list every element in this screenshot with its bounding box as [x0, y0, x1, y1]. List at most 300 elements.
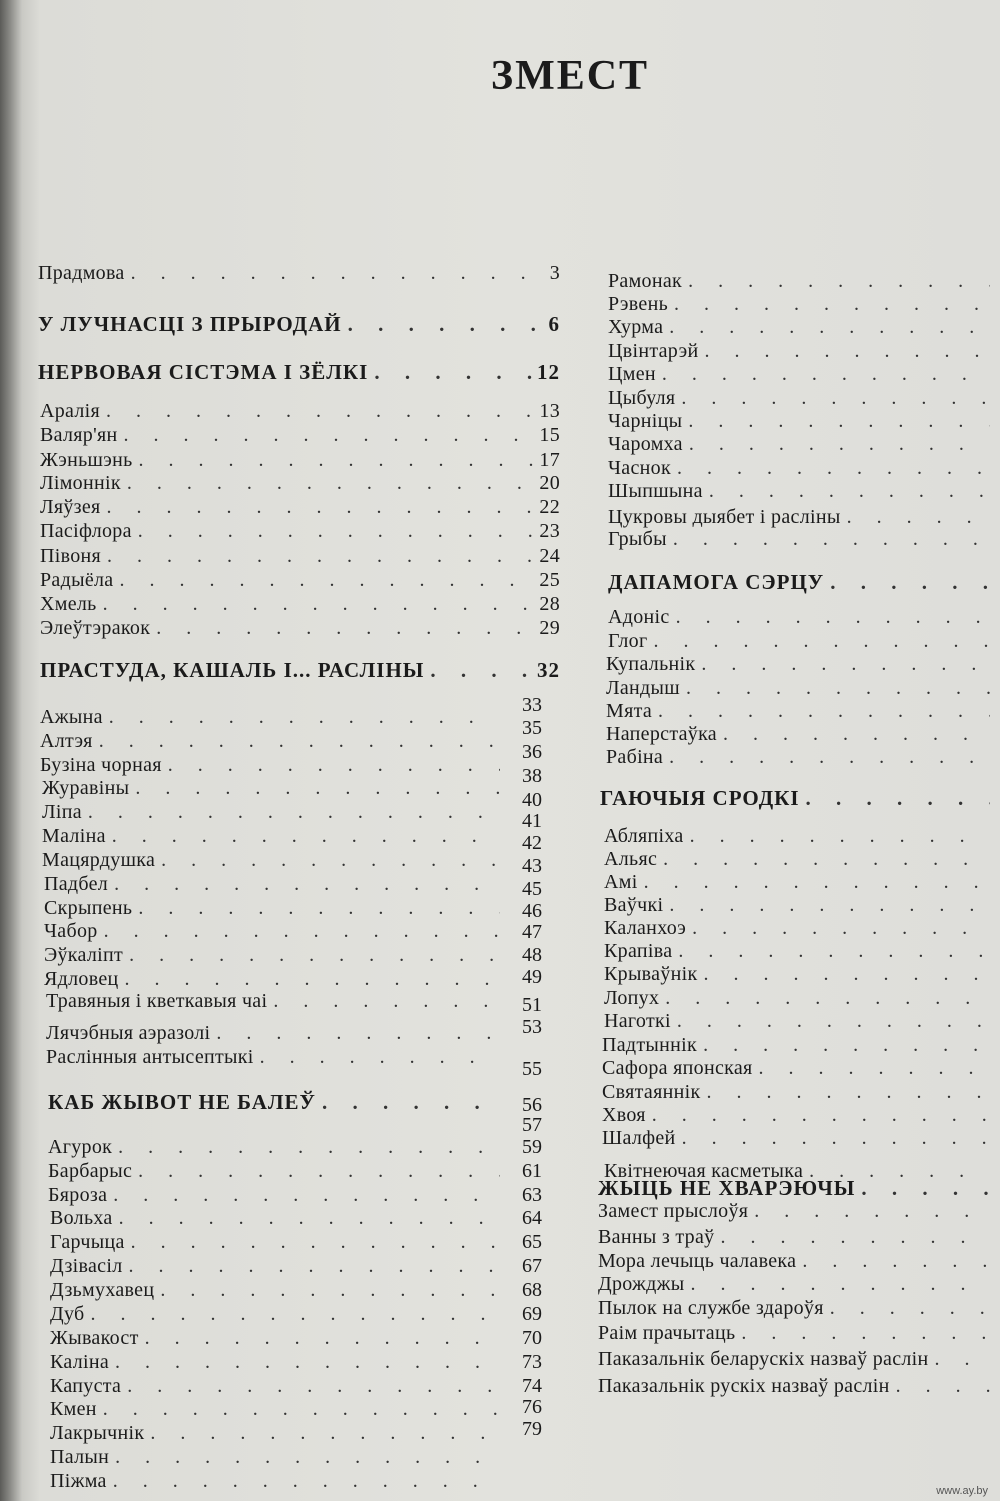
- toc-left-entry: [40, 472, 560, 495]
- leader-dots: [107, 545, 535, 568]
- toc-left-entry: [50, 1327, 500, 1350]
- entry-label: Чабор: [44, 920, 98, 942]
- leader-dots: [216, 1022, 500, 1045]
- leader-dots: [131, 262, 546, 285]
- toc-left-entry: [40, 569, 560, 592]
- entry-label: Кмен: [50, 1398, 97, 1420]
- entry-label: Рэвень: [608, 293, 669, 315]
- leader-dots: [118, 1136, 500, 1159]
- leader-dots: [156, 617, 535, 640]
- leader-dots: [669, 746, 990, 769]
- toc-left-entry: [50, 1279, 500, 1302]
- leader-dots: [665, 987, 990, 1010]
- entry-label: Аралія: [40, 400, 101, 422]
- leader-dots: [709, 480, 990, 503]
- leader-dots: [103, 593, 536, 616]
- entry-label: КАБ ЖЫВОТ НЕ БАЛЕЎ: [48, 1090, 316, 1114]
- toc-right-entry: [604, 825, 990, 848]
- toc-right-entry: [602, 1104, 990, 1127]
- leader-dots: [861, 1176, 990, 1201]
- toc-left-entry: [44, 920, 500, 943]
- entry-label: ЖЫЦЬ НЕ ХВАРЭЮЧЫ: [598, 1176, 856, 1200]
- toc-right-entry: [608, 457, 990, 480]
- page-number: 69: [522, 1303, 542, 1325]
- leader-dots: [161, 849, 500, 872]
- entry-label: Ландыш: [606, 677, 680, 699]
- leader-dots: [673, 528, 990, 551]
- leader-dots: [88, 801, 500, 824]
- leader-dots: [127, 472, 536, 495]
- entry-label: Падбел: [44, 873, 109, 895]
- leader-dots: [686, 677, 990, 700]
- entry-label: Бяроза: [48, 1184, 108, 1206]
- page-number: 48: [522, 944, 542, 966]
- entry-label: Цукровы дыябет і расліны: [608, 506, 841, 528]
- entry-label: Адоніс: [608, 606, 670, 628]
- page-number: 41: [522, 810, 542, 832]
- leader-dots: [104, 920, 500, 943]
- toc-right-entry: [604, 987, 990, 1010]
- toc-left-entry: [44, 968, 500, 991]
- page-number: 35: [522, 717, 542, 739]
- toc-right-entry: [608, 506, 990, 529]
- leader-dots: [115, 1446, 500, 1469]
- toc-left-section-heading: [48, 1090, 500, 1115]
- leader-dots: [688, 270, 990, 293]
- toc-right-entry: [598, 1200, 990, 1223]
- entry-page-number: 3: [549, 262, 560, 284]
- toc-left-entry: [40, 545, 560, 568]
- leader-dots: [430, 658, 533, 683]
- toc-left-entry: [50, 1375, 500, 1398]
- toc-left-entry: [40, 593, 560, 616]
- leader-dots: [706, 1081, 990, 1104]
- toc-right-entry: [598, 1226, 990, 1249]
- leader-dots: [128, 1255, 500, 1278]
- leader-dots: [759, 1057, 990, 1080]
- entry-label: Паказальнік рускіх назваў раслін: [598, 1375, 890, 1397]
- toc-left-entry: [38, 262, 560, 285]
- toc-left-entry: [50, 1398, 500, 1421]
- entry-label: Ванны з траў: [598, 1226, 715, 1248]
- leader-dots: [690, 825, 990, 848]
- toc-right-entry: [602, 1034, 990, 1057]
- toc-left-entry: [42, 801, 500, 824]
- toc-left-entry: [40, 424, 560, 447]
- toc-left-entry: [40, 400, 560, 423]
- toc-right-entry: [606, 677, 990, 700]
- entry-label: Ажына: [40, 706, 103, 728]
- leader-dots: [127, 1375, 500, 1398]
- entry-page-number: 25: [539, 569, 560, 591]
- entry-label: Дуб: [50, 1303, 85, 1325]
- entry-page-number: 22: [539, 496, 560, 518]
- toc-right-entry: [608, 480, 990, 503]
- leader-dots: [663, 848, 990, 871]
- entry-label: Пасіфлора: [40, 520, 132, 542]
- page-number: 49: [522, 966, 542, 988]
- leader-dots: [103, 1398, 500, 1421]
- entry-label: Святаяннік: [602, 1081, 701, 1103]
- leader-dots: [677, 457, 990, 480]
- page-number: 67: [522, 1255, 542, 1277]
- page-number: 74: [522, 1375, 542, 1397]
- entry-label: Валяр'ян: [40, 424, 118, 446]
- leader-dots: [348, 312, 545, 337]
- toc-right-entry: [606, 746, 990, 769]
- entry-label: Раслінныя антысептыкі: [46, 1046, 254, 1068]
- toc-left-entry: [50, 1231, 500, 1254]
- entry-label: Хвоя: [602, 1104, 646, 1126]
- toc-right-entry: [602, 1127, 990, 1150]
- toc-left-entry: [44, 944, 500, 967]
- toc-left-entry: [48, 1160, 500, 1183]
- toc-left-entry: [40, 449, 560, 472]
- entry-label: Крапіва: [604, 940, 673, 962]
- entry-label: НЕРВОВАЯ СІСТЭМА І ЗЁЛКІ: [38, 360, 369, 384]
- entry-label: Жывакост: [50, 1327, 139, 1349]
- leader-dots: [139, 449, 536, 472]
- entry-label: Лакрычнік: [50, 1422, 145, 1444]
- leader-dots: [109, 706, 500, 729]
- entry-label: Мора лечыць чалавека: [598, 1250, 797, 1272]
- entry-label: Прадмова: [38, 262, 125, 284]
- entry-label: Журавіны: [42, 777, 130, 799]
- entry-label: Сафора японская: [602, 1057, 753, 1079]
- entry-label: Півоня: [40, 545, 102, 567]
- leader-dots: [644, 871, 990, 894]
- leader-dots: [692, 917, 990, 940]
- toc-right-entry: [608, 433, 990, 456]
- entry-label: Цмен: [608, 363, 656, 385]
- entry-label: Эўкаліпт: [44, 944, 124, 966]
- toc-left-entry: [42, 849, 500, 872]
- toc-right-entry: [608, 410, 990, 433]
- entry-page-number: 6: [548, 312, 560, 336]
- leader-dots: [113, 1184, 500, 1207]
- toc-right-entry: [608, 387, 990, 410]
- page-number: 55: [522, 1058, 542, 1080]
- page-number: 40: [522, 789, 542, 811]
- leader-dots: [138, 1160, 500, 1183]
- entry-label: Крываўнік: [604, 963, 698, 985]
- leader-dots: [704, 963, 990, 986]
- entry-label: Ядловец: [44, 968, 119, 990]
- watermark: www.ay.by: [936, 1485, 988, 1497]
- leader-dots: [322, 1090, 500, 1115]
- toc-right-entry: [608, 363, 990, 386]
- entry-label: ГАЮЧЫЯ СРОДКІ: [600, 786, 800, 810]
- toc-left-entry: [48, 1136, 500, 1159]
- page-number: 68: [522, 1279, 542, 1301]
- toc-right-entry: [608, 340, 990, 363]
- leader-dots: [830, 1297, 990, 1320]
- toc-right-entry: [598, 1250, 990, 1273]
- toc-left-entry: [44, 873, 500, 896]
- leader-dots: [652, 1104, 990, 1127]
- entry-label: Маліна: [42, 825, 106, 847]
- page-title: ЗМЕСТ: [490, 53, 650, 99]
- leader-dots: [106, 400, 535, 423]
- entry-label: Вольха: [50, 1207, 113, 1229]
- leader-dots: [119, 569, 535, 592]
- page-number: 56: [522, 1094, 542, 1116]
- entry-label: Лячэбныя аэразолі: [46, 1022, 211, 1044]
- entry-label: Шыпшына: [608, 480, 703, 502]
- leader-dots: [119, 1207, 500, 1230]
- page-number: 61: [522, 1160, 542, 1182]
- leader-dots: [691, 1273, 991, 1296]
- entry-label: Піжма: [50, 1470, 107, 1492]
- entry-page-number: 28: [539, 593, 560, 615]
- toc-right-entry: [598, 1322, 990, 1345]
- leader-dots: [145, 1327, 500, 1350]
- entry-label: Цыбуля: [608, 387, 676, 409]
- entry-page-number: 32: [537, 658, 560, 682]
- leader-dots: [658, 700, 990, 723]
- entry-label: Наготкі: [604, 1010, 671, 1032]
- toc-left-entry: [46, 1022, 500, 1045]
- entry-label: Рабіна: [606, 746, 664, 768]
- entry-page-number: 24: [539, 545, 560, 567]
- leader-dots: [669, 316, 990, 339]
- leader-dots: [754, 1200, 990, 1223]
- page-number: 33: [522, 694, 542, 716]
- entry-label: Мята: [606, 700, 653, 722]
- page-number: 46: [522, 900, 542, 922]
- toc-right-entry: [608, 316, 990, 339]
- entry-label: Агурок: [48, 1136, 113, 1158]
- leader-dots: [112, 825, 500, 848]
- leader-dots: [113, 1470, 500, 1493]
- toc-right-entry: [604, 917, 990, 940]
- toc-left-entry: [46, 990, 500, 1013]
- toc-left-entry: [48, 1184, 500, 1207]
- toc-left-entry: [50, 1351, 500, 1374]
- leader-dots: [847, 506, 990, 529]
- toc-left-section-heading: [38, 360, 560, 385]
- page-number: 65: [522, 1231, 542, 1253]
- entry-page-number: 15: [539, 424, 560, 446]
- page-number: 79: [522, 1418, 542, 1440]
- entry-label: Гарчыца: [50, 1231, 125, 1253]
- entry-label: Наперстаўка: [606, 723, 717, 745]
- entry-label: Мацярдушка: [42, 849, 156, 871]
- entry-page-number: 20: [539, 472, 560, 494]
- toc-left-entry: [46, 1046, 500, 1069]
- page-number: 76: [522, 1396, 542, 1418]
- toc-left-section-heading: [40, 658, 560, 683]
- entry-page-number: 17: [539, 449, 560, 471]
- entry-page-number: 12: [537, 360, 560, 384]
- entry-label: Лопух: [604, 987, 660, 1009]
- entry-label: Палын: [50, 1446, 110, 1468]
- entry-label: Чаромха: [608, 433, 683, 455]
- toc-right-entry: [608, 606, 990, 629]
- page-number: 57: [522, 1114, 542, 1136]
- leader-dots: [802, 1250, 990, 1273]
- entry-label: ПРАСТУДА, КАШАЛЬ І... РАСЛІНЫ: [40, 658, 425, 682]
- leader-dots: [688, 410, 990, 433]
- entry-label: Лімоннік: [40, 472, 121, 494]
- leader-dots: [125, 968, 500, 991]
- page-number: 51: [522, 994, 542, 1016]
- entry-label: Грыбы: [608, 528, 667, 550]
- toc-right-entry: [604, 940, 990, 963]
- leader-dots: [678, 940, 990, 963]
- entry-label: Шалфей: [602, 1127, 676, 1149]
- leader-dots: [150, 1422, 500, 1445]
- toc-right-entry: [604, 963, 990, 986]
- page-number: 43: [522, 855, 542, 877]
- entry-label: Жэньшэнь: [40, 449, 133, 471]
- entry-label: Абляпіха: [604, 825, 684, 847]
- toc-right-entry: [608, 528, 990, 551]
- entry-label: Раім прачытаць: [598, 1322, 736, 1344]
- toc-right-entry: [604, 848, 990, 871]
- entry-label: Дзівасіл: [50, 1255, 123, 1277]
- leader-dots: [160, 1279, 500, 1302]
- entry-label: Элеўтэракок: [40, 617, 151, 639]
- leader-dots: [674, 293, 990, 316]
- toc-right-section-heading: [600, 786, 990, 811]
- page-number: 70: [522, 1327, 542, 1349]
- toc-right-entry: [606, 653, 990, 676]
- entry-label: Радыёла: [40, 569, 114, 591]
- entry-label: Чарніцы: [608, 410, 683, 432]
- toc-left-entry: [50, 1207, 500, 1230]
- entry-label: Дрожджы: [598, 1273, 685, 1295]
- toc-right-entry: [608, 630, 990, 653]
- entry-label: Цвінтарэй: [608, 340, 699, 362]
- entry-page-number: 29: [539, 617, 560, 639]
- toc-right-entry: [602, 1081, 990, 1104]
- entry-label: ДАПАМОГА СЭРЦУ: [608, 570, 825, 594]
- toc-right-entry: [608, 293, 990, 316]
- entry-label: Алтэя: [40, 730, 93, 752]
- entry-label: Замест прыслоўя: [598, 1200, 749, 1222]
- toc-left-entry: [40, 706, 500, 729]
- entry-label: Дзьмухавец: [50, 1279, 155, 1301]
- leader-dots: [896, 1375, 990, 1398]
- leader-dots: [131, 1231, 500, 1254]
- entry-label: Ваўчкі: [604, 894, 664, 916]
- entry-label: Барбарыс: [48, 1160, 133, 1182]
- toc-left-entry: [50, 1255, 500, 1278]
- entry-label: Каліна: [50, 1351, 110, 1373]
- page-number: 45: [522, 878, 542, 900]
- entry-label: Травяныя і кветкавыя чаі: [46, 990, 268, 1012]
- toc-right-entry: [598, 1375, 990, 1398]
- entry-label: У ЛУЧНАСЦІ З ПРЫРОДАЙ: [38, 312, 342, 336]
- leader-dots: [689, 433, 990, 456]
- leader-dots: [374, 360, 533, 385]
- toc-right-entry: [598, 1273, 990, 1296]
- leader-dots: [701, 653, 990, 676]
- toc-left-section-heading: [38, 312, 560, 337]
- leader-dots: [138, 520, 536, 543]
- entry-label: Альяс: [604, 848, 658, 870]
- page-number: 36: [522, 741, 542, 763]
- leader-dots: [705, 340, 991, 363]
- leader-dots: [723, 723, 990, 746]
- page-number: 53: [522, 1016, 542, 1038]
- page-number: 59: [522, 1136, 542, 1158]
- entry-label: Бузіна чорная: [40, 754, 162, 776]
- leader-dots: [123, 424, 535, 447]
- leader-dots: [682, 1127, 990, 1150]
- toc-right-entry: [598, 1297, 990, 1320]
- entry-label: Рамонак: [608, 270, 683, 292]
- toc-right-entry: [604, 1010, 990, 1033]
- page-number: 63: [522, 1184, 542, 1206]
- toc-left-entry: [50, 1446, 500, 1469]
- entry-page-number: 13: [539, 400, 560, 422]
- toc-right-entry: [606, 723, 990, 746]
- toc-left-entry: [40, 496, 560, 519]
- leader-dots: [135, 777, 500, 800]
- toc-right-section-heading: [608, 570, 990, 595]
- leader-dots: [741, 1322, 990, 1345]
- leader-dots: [677, 1010, 990, 1033]
- leader-dots: [138, 897, 500, 920]
- toc-left-entry: [50, 1422, 500, 1445]
- toc-left-entry: [44, 897, 500, 920]
- leader-dots: [168, 754, 500, 777]
- toc-right-section-heading: [598, 1176, 990, 1201]
- entry-label: Квітнеючая касметыка: [604, 1160, 804, 1182]
- toc-left-entry: [42, 777, 500, 800]
- entry-label: Часнок: [608, 457, 671, 479]
- leader-dots: [114, 873, 500, 896]
- leader-dots: [99, 730, 500, 753]
- leader-dots: [260, 1046, 500, 1069]
- entry-label: Купальнік: [606, 653, 696, 675]
- leader-dots: [720, 1226, 990, 1249]
- toc-right-entry: [604, 871, 990, 894]
- entry-label: Глог: [608, 630, 648, 652]
- toc-right-entry: [606, 700, 990, 723]
- entry-label: Амі: [604, 871, 638, 893]
- toc-left-entry: [40, 730, 500, 753]
- entry-label: Ляўзея: [40, 496, 101, 518]
- toc-right-entry: [604, 894, 990, 917]
- toc-left-entry: [40, 617, 560, 640]
- leader-dots: [669, 894, 990, 917]
- toc-right-entry: [608, 270, 990, 293]
- entry-page-number: 23: [539, 520, 560, 542]
- entry-label: Скрыпень: [44, 897, 133, 919]
- entry-label: Ліпа: [42, 801, 82, 823]
- page-number: 38: [522, 765, 542, 787]
- entry-label: Паказальнік беларускіх назваў раслін: [598, 1348, 929, 1370]
- entry-label: Пылок на службе здароўя: [598, 1297, 824, 1319]
- leader-dots: [676, 606, 990, 629]
- leader-dots: [90, 1303, 500, 1326]
- leader-dots: [653, 630, 990, 653]
- toc-left-entry: [40, 520, 560, 543]
- toc-right-entry: [602, 1057, 990, 1080]
- entry-label: Каланхоэ: [604, 917, 687, 939]
- page-number: 64: [522, 1207, 542, 1229]
- entry-label: Хурма: [608, 316, 664, 338]
- toc-right-entry: [598, 1348, 990, 1371]
- toc-left-entry: [40, 754, 500, 777]
- leader-dots: [830, 570, 990, 595]
- leader-dots: [806, 786, 990, 811]
- toc-left-entry: [50, 1303, 500, 1326]
- page-number: 47: [522, 921, 542, 943]
